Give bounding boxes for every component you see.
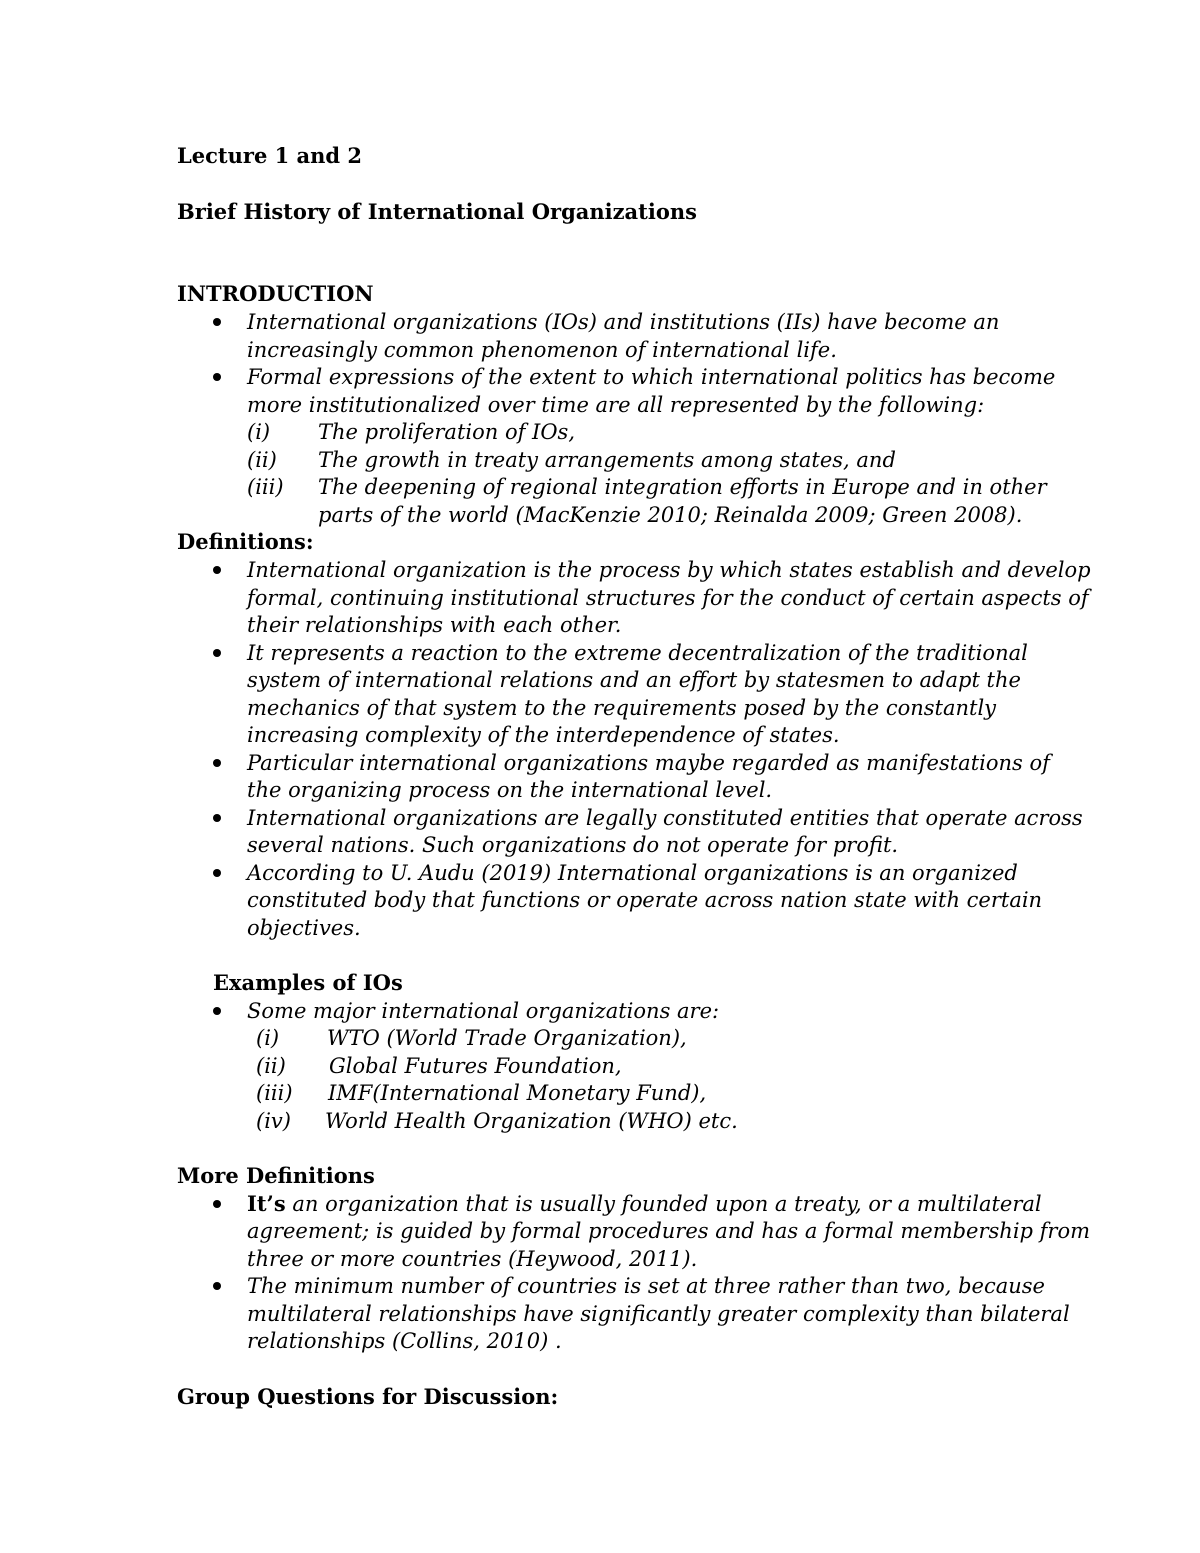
definition-5-line-1: According to U. Audu (2019) International organizations is an organized xyxy=(247,861,1018,885)
example-item-1: WTO (World Trade Organization), xyxy=(327,1026,687,1050)
example-item-4: World Health Organization (WHO) etc. xyxy=(325,1109,738,1133)
more-definition-2-line-1: The minimum number of countries is set at three rather than two, because xyxy=(247,1274,1045,1298)
bullet-icon xyxy=(213,1200,221,1208)
example-item-2: Global Futures Foundation, xyxy=(329,1054,622,1078)
intro-list-item-3: The deepening of regional integration efforts in Europe and in other xyxy=(318,475,1047,499)
intro-list-item-2: The growth in treaty arrangements among states, and xyxy=(318,448,896,472)
bullet-icon xyxy=(213,318,221,326)
intro-bullet-1-line-2: increasingly common phenomenon of international life. xyxy=(247,338,837,362)
bullet-icon xyxy=(213,869,221,877)
definitions-heading: Definitions: xyxy=(177,529,314,554)
bullet-icon xyxy=(213,814,221,822)
more-definition-1-line-2: agreement; is guided by formal procedures and has a formal membership from xyxy=(247,1219,1091,1243)
definition-1-line-2: formal, continuing institutional structures for the conduct of certain aspects of xyxy=(247,586,1089,610)
example-item-3: IMF(International Monetary Fund), xyxy=(328,1081,707,1105)
more-definitions-heading: More Definitions xyxy=(177,1163,375,1188)
definition-2-line-4: increasing complexity of the interdependence of states. xyxy=(247,723,840,747)
definition-4-line-2: several nations. Such organizations do not operate for profit. xyxy=(247,833,899,857)
intro-list-marker-3: (iii) xyxy=(247,475,284,499)
intro-list-marker-2: (ii) xyxy=(247,448,277,472)
definition-2-line-1: It represents a reaction to the extreme decentralization of the traditional xyxy=(247,641,1028,665)
bullet-icon xyxy=(213,373,221,381)
bullet-icon xyxy=(213,1007,221,1015)
definition-4-line-1: International organizations are legally constituted entities that operate across xyxy=(247,806,1083,830)
examples-heading: Examples of IOs xyxy=(213,970,403,995)
group-questions-heading: Group Questions for Discussion: xyxy=(177,1384,559,1409)
definition-3-line-1: Particular international organizations maybe regarded as manifestations of xyxy=(247,751,1050,775)
definition-3-line-2: the organizing process on the international level. xyxy=(247,778,773,802)
definition-1-line-3: their relationships with each other. xyxy=(247,613,622,637)
intro-bullet-2-line-2: more institutionalized over time are all represented by the following: xyxy=(247,393,985,417)
intro-list-item-3-continuation: parts of the world (MacKenzie 2010; Reinalda 2009; Green 2008). xyxy=(318,503,1023,527)
lecture-label: Lecture 1 and 2 xyxy=(177,143,363,168)
bullet-icon xyxy=(213,1282,221,1290)
examples-bullet: Some major international organizations are: xyxy=(247,999,720,1023)
introduction-heading: INTRODUCTION xyxy=(177,281,374,306)
bullet-icon xyxy=(213,649,221,657)
example-marker-4: (iv) xyxy=(256,1109,291,1133)
example-marker-2: (ii) xyxy=(256,1054,286,1078)
definition-5-line-2: constituted body that functions or operate across nation state with certain xyxy=(247,888,1043,912)
intro-bullet-1-line-1: International organizations (IOs) and institutions (IIs) have become an xyxy=(247,310,1000,334)
intro-bullet-2-line-1: Formal expressions of the extent to which international politics has become xyxy=(247,365,1056,389)
example-marker-3: (iii) xyxy=(256,1081,293,1105)
more-definition-2-line-2: multilateral relationships have significantly greater complexity than bilateral xyxy=(247,1302,1070,1326)
intro-list-item-1: The proliferation of IOs, xyxy=(318,420,576,444)
definition-2-line-3: mechanics of that system to the requirements posed by the constantly xyxy=(247,696,997,720)
bullet-icon xyxy=(213,759,221,767)
more-definition-1-line-1 xyxy=(247,1190,1042,1218)
definition-2-line-2: system of international relations and an effort by statesmen to adapt the xyxy=(247,668,1021,692)
more-definition-2-line-3: relationships (Collins, 2010) . xyxy=(247,1329,562,1353)
definition-5-line-3: objectives. xyxy=(247,916,361,940)
bullet-icon xyxy=(213,566,221,574)
more-definition-1-line-1-text: an organization that is usually founded upon a treaty, or a multilateral xyxy=(292,1192,1042,1216)
more-definition-1-line-3: three or more countries (Heywood, 2011). xyxy=(247,1247,698,1271)
example-marker-1: (i) xyxy=(256,1026,280,1050)
more-definition-1-lead: It’s xyxy=(247,1191,286,1216)
intro-list-marker-1: (i) xyxy=(247,420,271,444)
document-title: Brief History of International Organizations xyxy=(177,199,697,224)
definition-1-line-1: International organization is the process by which states establish and develop xyxy=(247,558,1091,582)
